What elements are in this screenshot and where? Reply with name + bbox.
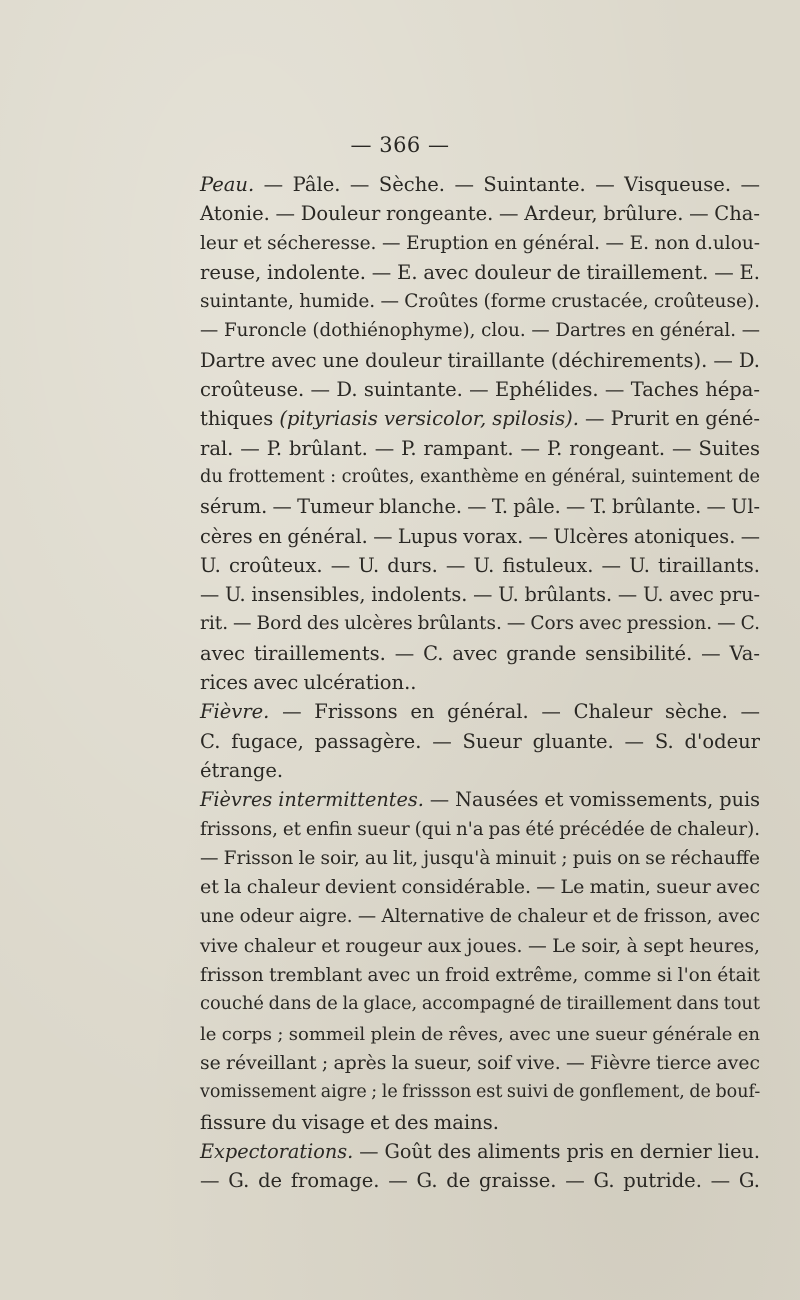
text-span: frissons, et enfin sueur (qui n'a pas été précédée de chaleur).	[200, 818, 760, 840]
text-line	[200, 1049, 760, 1078]
text-span: une odeur aigre. — Alternative de chaleur et de frisson, avec	[200, 906, 760, 928]
text-span: se réveillant ; après la sueur, soif vive. — Fièvre tierce avec	[200, 1052, 760, 1074]
text-line	[200, 346, 760, 375]
text-span: — Frissons en général. — Chaleur sèche. —	[269, 700, 760, 724]
italic-term: Fièvres intermittentes.	[200, 788, 424, 812]
page-body-text	[200, 170, 760, 1195]
text-line	[200, 1020, 760, 1049]
text-span: frisson tremblant avec un froid extrême, comme si l'on était	[200, 965, 760, 987]
text-span: avec tiraillements. — C. avec grande sensibilité. — Va-	[200, 641, 760, 665]
text-span: croûteuse. — D. suintante. — Ephélides. — Taches hépa-	[200, 378, 760, 402]
text-line	[200, 463, 760, 492]
text-line	[200, 609, 760, 638]
text-line	[200, 668, 760, 697]
text-line	[200, 961, 760, 990]
text-span: vive chaleur et rougeur aux joues. — Le soir, à sept heures,	[200, 935, 760, 957]
text-span: couché dans de la glace, accompagné de tiraillement dans tout	[200, 994, 760, 1015]
text-line	[200, 990, 760, 1019]
text-span: rit. — Bord des ulcères brûlants. — Cors avec pression. — C.	[200, 613, 760, 635]
text-span: — Prurit en géné-	[578, 407, 761, 431]
text-line	[200, 639, 760, 668]
text-line	[200, 580, 760, 609]
text-line	[200, 551, 760, 580]
text-span: — Pâle. — Sèche. — Suintante. — Visqueuse. —	[254, 173, 760, 196]
text-line	[200, 522, 760, 551]
text-span: Dartre avec une douleur tiraillante (déchirements). — D.	[200, 348, 760, 372]
text-line	[200, 844, 760, 873]
text-span: suintante, humide. — Croûtes (forme crustacée, croûteuse).	[200, 291, 760, 313]
text-span: ral. — P. brûlant. — P. rampant. — P. rongeant. — Suites	[200, 436, 760, 460]
text-span: étrange.	[200, 758, 284, 782]
text-span: et la chaleur devient considérable. — Le matin, sueur avec	[200, 876, 760, 899]
text-span: rices avec ulcération..	[200, 671, 417, 695]
text-line	[200, 199, 760, 228]
text-span: — U. insensibles, indolents. — U. brûlants. — U. avec pru-	[200, 583, 760, 607]
text-line	[200, 375, 760, 404]
italic-term: (pityriasis versicolor, spilosis).	[279, 407, 579, 431]
text-line	[200, 1108, 760, 1137]
text-span: — Goût des aliments pris en dernier lieu.	[353, 1139, 760, 1163]
text-span: — Furoncle (dothiénophyme), clou. — Dartres en général. —	[200, 320, 760, 342]
text-span: C. fugace, passagère. — Sueur gluante. — S. d'odeur	[200, 729, 760, 753]
text-line	[200, 287, 760, 316]
text-line	[200, 932, 760, 961]
text-span: sérum. — Tumeur blanche. — T. pâle. — T. brûlante. — Ul-	[200, 495, 760, 519]
text-span: reuse, indolente. — E. avec douleur de tiraillement. — E.	[200, 260, 760, 284]
text-span: cères en général. — Lupus vorax. — Ulcères atoniques. —	[200, 524, 760, 548]
text-line	[200, 727, 760, 756]
text-line	[200, 1078, 760, 1107]
text-span: Atonie. — Douleur rongeante. — Ardeur, brûlure. — Cha-	[200, 202, 760, 226]
text-span: — Frisson le soir, au lit, jusqu'à minuit ; puis on se réchauffe	[200, 847, 760, 869]
page-number: — 366 —	[350, 133, 450, 157]
text-line	[200, 170, 760, 199]
text-line	[200, 1137, 760, 1166]
text-line	[200, 697, 760, 726]
text-span: — Nausées et vomissements, puis	[423, 788, 760, 812]
text-span: du frottement : croûtes, exanthème en général, suintement de	[200, 466, 760, 487]
text-line	[200, 492, 760, 521]
text-span: U. croûteux. — U. durs. — U. fistuleux. — U. tiraillants.	[200, 553, 760, 577]
text-span: vomissement aigre ; le frissson est suivi de gonflement, de bouf-	[200, 1082, 761, 1103]
text-span: le corps ; sommeil plein de rêves, avec une sueur générale en	[200, 1023, 760, 1045]
text-line	[200, 258, 760, 287]
italic-term: Fièvre.	[200, 700, 270, 724]
text-span: leur et sécheresse. — Eruption en général. — E. non d.ulou-	[200, 232, 760, 254]
text-line	[200, 873, 760, 902]
text-line	[200, 1166, 760, 1195]
text-line	[200, 316, 760, 345]
text-line	[200, 434, 760, 463]
text-line	[200, 902, 760, 931]
italic-term: Peau.	[200, 173, 255, 196]
text-span: — G. de fromage. — G. de graisse. — G. putride. — G.	[200, 1169, 760, 1193]
text-line	[200, 785, 760, 814]
text-span: thiques	[200, 407, 280, 431]
text-line	[200, 229, 760, 258]
text-line	[200, 756, 760, 785]
italic-term: Expectorations.	[200, 1139, 354, 1163]
text-line	[200, 404, 760, 433]
text-line	[200, 815, 760, 844]
text-span: fissure du visage et des mains.	[200, 1110, 499, 1134]
